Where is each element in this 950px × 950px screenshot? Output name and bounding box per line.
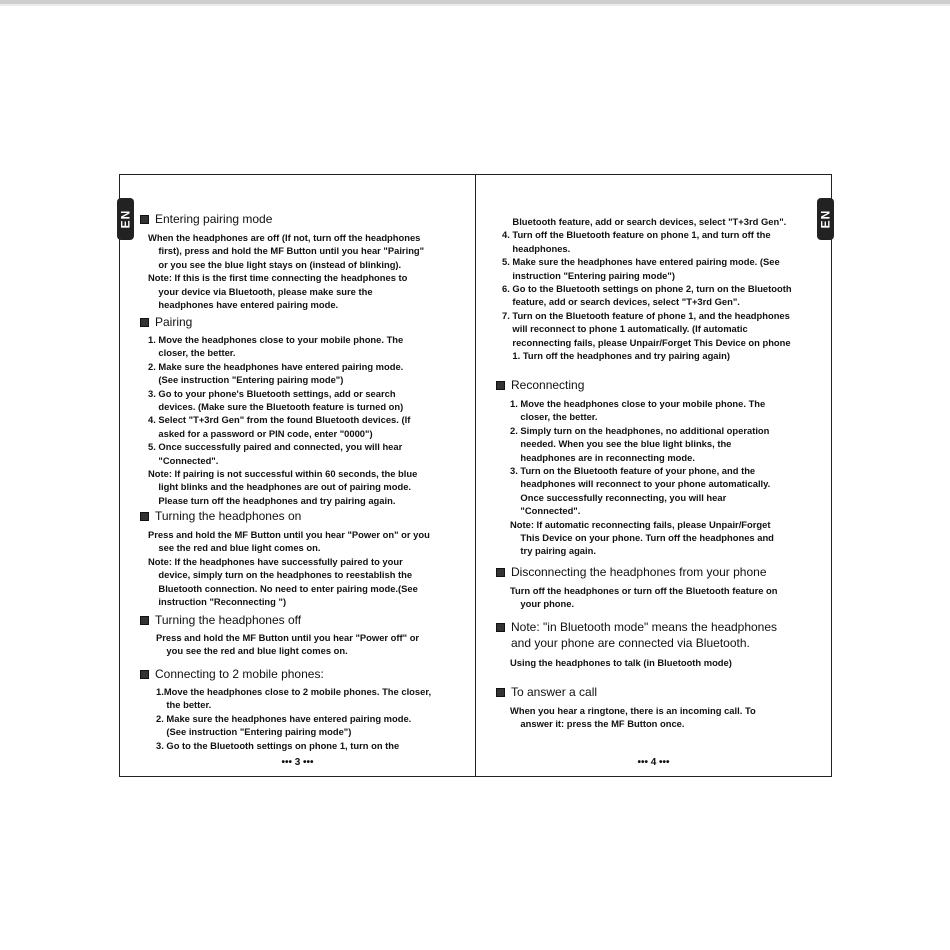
heading-disconnecting: Disconnecting the headphones from your phone — [496, 565, 767, 579]
page-number: ••• 4 ••• — [637, 757, 670, 768]
heading-turning-off: Turning the headphones off — [140, 613, 301, 627]
page-right — [475, 174, 832, 777]
heading-answer-call: To answer a call — [496, 685, 597, 699]
section-body: Press and hold the MF Button until you hear "Power on" or you see the red and blue light comes on. Note: If the headphones have successfully paired to your device, simply turn on the headphones to reestablish the Bluetooth connection. No need to enter pairing mode.(See instruction "Reconnecting ") — [148, 529, 430, 608]
section-body: Using the headphones to talk (in Bluetooth mode) — [510, 657, 732, 668]
scan-top-edge-shadow — [0, 4, 950, 6]
heading-turning-on: Turning the headphones on — [140, 509, 301, 523]
heading-bluetooth-mode-note: Note: "in Bluetooth mode" means the headphones — [496, 620, 777, 634]
section-body: When the headphones are off (If not, turn off the headphones first), press and hold the MF Button until you hear "Pairing" or you see the blue light stays on (instead of blinking). Note: If this is the first time connecting the headphones to your device via Bluetooth, please make sure the headphones have entered pairing mode. — [148, 232, 425, 311]
heading-connecting-2-phones: Connecting to 2 mobile phones: — [140, 667, 324, 681]
bullet-square-icon — [140, 512, 149, 521]
bullet-square-icon — [140, 670, 149, 679]
bullet-square-icon — [496, 381, 505, 390]
section-body: Press and hold the MF Button until you hear "Power off" or you see the red and blue light comes on. — [156, 632, 420, 657]
page-number: ••• 3 ••• — [281, 757, 314, 768]
language-tab-left: EN — [117, 198, 134, 240]
continued-list: Bluetooth feature, add or search devices, select "T+3rd Gen". 4. Turn off the Bluetooth feature on phone 1, and turn off the headphones. 5. Make sure the headphones have entered pairing mode. (See instruction "Entering pairing mode") 6. Go to the Bluetooth settings on phone 2, turn on the Bluetooth feature, add or search devices, select "T+3rd Gen". 7. Turn on the Bluetooth feature of phone 1, and the headphones will reconnect to phone 1 automatically. (If automatic reconnecting fails, please Unpair/Forget This Device on phone 1. Turn off the headphones and try pairing again) — [502, 216, 792, 362]
page-left — [119, 174, 476, 777]
heading-pairing: Pairing — [140, 315, 192, 329]
heading-entering-pairing-mode: Entering pairing mode — [140, 212, 272, 226]
section-body: 1.Move the headphones close to 2 mobile phones. The closer, the better. 2. Make sure the headphones have entered pairing mode. (See instruction "Entering pairing mode") 3. Go to the Bluetooth settings on phone 1, turn on the — [156, 686, 432, 751]
bullet-square-icon — [140, 215, 149, 224]
bullet-square-icon — [496, 688, 505, 697]
section-body: 1. Move the headphones close to your mobile phone. The closer, the better. 2. Simply turn on the headphones, no additional operation needed. When you see the blue light blinks, the headphones are in reconnecting mode. 3. Turn on the Bluetooth feature of your phone, and the headphones will reconnect to your phone automatically. Once successfully reconnecting, you will hear "Connected". Note: If automatic reconnecting fails, please Unpair/Forget This Device on your phone. Turn off the headphones and try pairing again. — [510, 398, 774, 557]
section-body: 1. Move the headphones close to your mobile phone. The closer, the better. 2. Make sure the headphones have entered pairing mode. (See instruction "Entering pairing mode") 3. Go to your phone's Bluetooth settings, add or search devices. (Make sure the Bluetooth feature is turned on) 4. Select "T+3rd Gen" from the found Bluetooth devices. (If asked for a password or PIN code, enter "0000") 5. Once successfully paired and connected, you will hear "Connected". Note: If pairing is not successful within 60 seconds, the blue light blinks and the headphones are out of pairing mode. Please turn off the headphones and try pairing again. — [148, 334, 418, 506]
bullet-square-icon — [496, 623, 505, 632]
language-tab-right: EN — [817, 198, 834, 240]
bullet-square-icon — [496, 568, 505, 577]
heading-reconnecting: Reconnecting — [496, 378, 584, 392]
section-body: Turn off the headphones or turn off the Bluetooth feature on your phone. — [510, 585, 778, 610]
bullet-square-icon — [140, 318, 149, 327]
bullet-square-icon — [140, 616, 149, 625]
section-body: When you hear a ringtone, there is an incoming call. To answer it: press the MF Button once. — [510, 705, 756, 730]
heading-bluetooth-mode-note-line2: and your phone are connected via Bluetooth. — [511, 636, 750, 650]
